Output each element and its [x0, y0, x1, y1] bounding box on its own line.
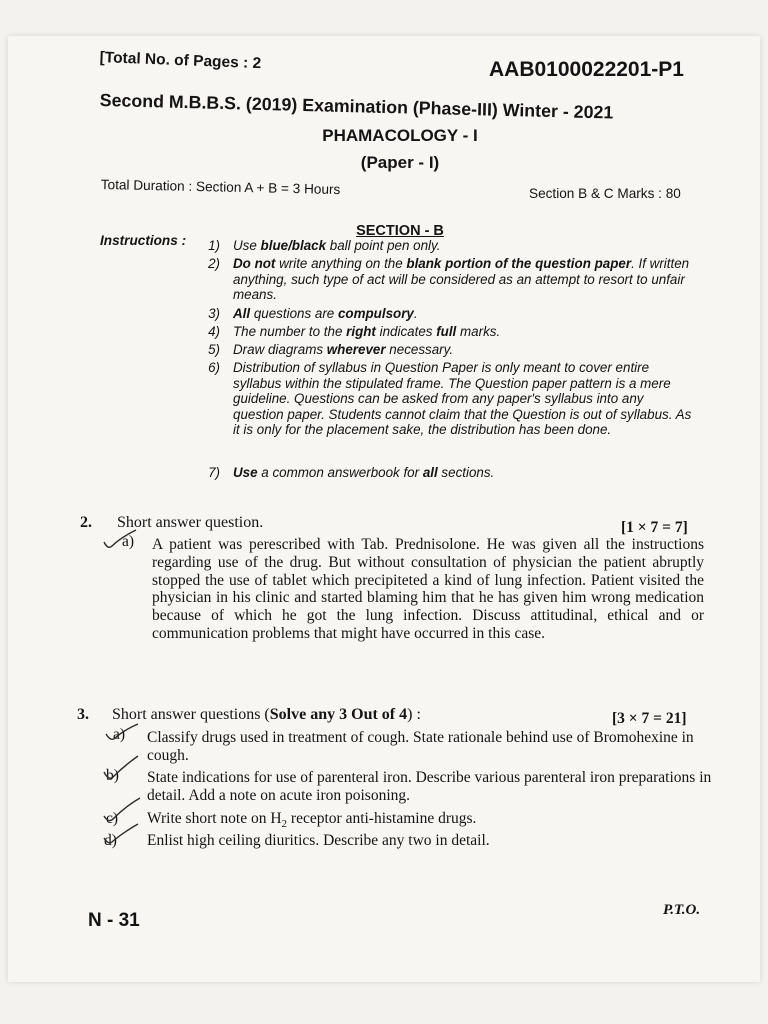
question-2-number: 2.	[80, 514, 92, 531]
question-3c-subscript: 2	[281, 818, 288, 831]
question-2-marks: [1 × 7 = 7]	[621, 519, 688, 536]
instruction-number: 7)	[208, 465, 220, 480]
instruction-text	[233, 256, 695, 303]
subject-title: PHAMACOLOGY - I	[322, 126, 478, 145]
question-3b-text: State indications for use of parenteral iron. Describe various parenteral iron preparations in detail. Add a note on acute iron poisoning.	[147, 769, 712, 804]
question-3-title-start: Short answer questions (	[112, 706, 270, 723]
question-3c-text-end: receptor anti-histamine drugs.	[287, 810, 477, 827]
instruction-segment: right	[346, 324, 376, 339]
paper-code: AAB0100022201-P1	[489, 58, 684, 81]
instruction-segment: a common answerbook for	[257, 465, 423, 480]
question-3b-label: b)	[106, 767, 119, 784]
instruction-segment: The number to the	[233, 324, 347, 339]
section-marks: Section B & C Marks : 80	[529, 186, 681, 201]
instruction-segment: blue/black	[260, 238, 327, 253]
pto-label: P.T.O.	[663, 902, 701, 918]
instruction-segment: necessary.	[385, 342, 454, 357]
instruction-segment: questions are	[250, 306, 338, 321]
exam-title: Second M.B.B.S. (2019) Examination (Phase-III) Winter - 2021	[99, 90, 614, 123]
instruction-number: 6)	[208, 360, 220, 375]
instruction-segment: Draw diagrams	[233, 342, 327, 357]
question-3-number: 3.	[77, 706, 89, 723]
total-duration: Total Duration : Section A + B = 3 Hours	[100, 177, 341, 198]
instruction-text	[233, 238, 695, 254]
instruction-1	[196, 238, 706, 258]
instruction-7	[196, 465, 706, 483]
instruction-text	[233, 465, 695, 481]
question-3d-text: Enlist high ceiling diuritics. Describe any two in detail.	[147, 832, 490, 849]
question-2a-text: A patient was perescribed with Tab. Prednisolone. He was given all the instructions regarding use of the drug. But without consultation of physician the patient abruptly stopped the use of tablet which precipiteted a kind of lung infection. Patient visited the physician in his clinic and started blaming him that he has given him wrong medication because of which he got the lung infection. Discuss attitudinal, ethical and or communication problems that might have occurred in this case.	[152, 536, 704, 642]
instruction-segment: ball point pen only.	[326, 238, 441, 253]
instruction-text	[233, 342, 695, 358]
section-title: SECTION - B	[356, 223, 444, 239]
paper-number: (Paper - I)	[360, 153, 440, 172]
instruction-segment: .	[413, 306, 418, 321]
pen-tick-icon	[100, 822, 142, 848]
instruction-number: 1)	[208, 238, 220, 253]
instruction-number: 4)	[208, 324, 220, 339]
instruction-segment: all	[422, 465, 438, 480]
question-3-title-outof: Out of 4	[347, 706, 408, 723]
instruction-segment: compulsory	[337, 306, 414, 321]
instruction-3	[196, 306, 706, 324]
question-3c-text	[147, 810, 707, 834]
instruction-segment: Distribution of syllabus in Question Paper is only meant to cover entire syllabus within the stipulated frame. The Question paper pattern is a mere guideline. Questions can be asked from any paper's syllabus into any question paper. Students cannot claim that the Question is out of syllabus. As it is only for the placement sake, the distribution has been done.	[233, 360, 692, 437]
question-3a-text: Classify drugs used in treatment of cough. State rationale behind use of Bromohexine in cough.	[147, 729, 694, 764]
instruction-segment: All	[233, 306, 251, 321]
instruction-segment: blank portion of the question paper	[406, 256, 632, 271]
pen-tick-icon	[100, 528, 140, 554]
question-2-title: Short answer question.	[117, 514, 264, 531]
instruction-text	[233, 360, 695, 438]
instruction-segment: marks.	[456, 324, 501, 339]
instruction-2	[196, 256, 706, 306]
instruction-6	[196, 360, 706, 464]
instruction-segment: Use	[233, 465, 258, 480]
instruction-4	[196, 324, 706, 342]
question-3-title	[112, 706, 421, 724]
instruction-5	[196, 342, 706, 360]
instruction-segment: indicates	[375, 324, 437, 339]
question-3-marks: [3 × 7 = 21]	[612, 710, 687, 727]
question-3c-label: c)	[106, 810, 119, 827]
instruction-segment: wherever	[326, 342, 386, 357]
instructions-label: Instructions :	[100, 233, 187, 248]
instruction-number: 2)	[208, 256, 220, 271]
instruction-segment: . If written anything, such type of act will be considered as an attempt to resort to unfair means.	[233, 256, 690, 302]
question-3-title-any: any 3	[310, 706, 348, 723]
instruction-segment: Use	[233, 238, 261, 253]
question-3d-label: d)	[104, 832, 117, 849]
instruction-segment: sections.	[437, 465, 495, 480]
instruction-number: 5)	[208, 342, 220, 357]
question-3c-text-start: Write short note on H	[147, 810, 282, 827]
instruction-segment: full	[436, 324, 457, 339]
instruction-segment: write anything on the	[275, 256, 407, 271]
question-3-title-solve: Solve	[269, 706, 311, 723]
question-2a-label: a)	[122, 533, 135, 550]
instruction-text	[233, 324, 695, 340]
pen-tick-icon	[102, 722, 142, 746]
instruction-segment: Do not	[233, 256, 276, 271]
instruction-number: 3)	[208, 306, 220, 321]
instruction-text	[233, 306, 695, 322]
total-pages: [Total No. of Pages : 2	[99, 49, 262, 73]
pen-tick-icon	[100, 754, 142, 784]
question-3-title-end: ) :	[407, 706, 421, 723]
question-3a-label: a)	[113, 726, 126, 743]
page-code: N - 31	[88, 910, 140, 931]
